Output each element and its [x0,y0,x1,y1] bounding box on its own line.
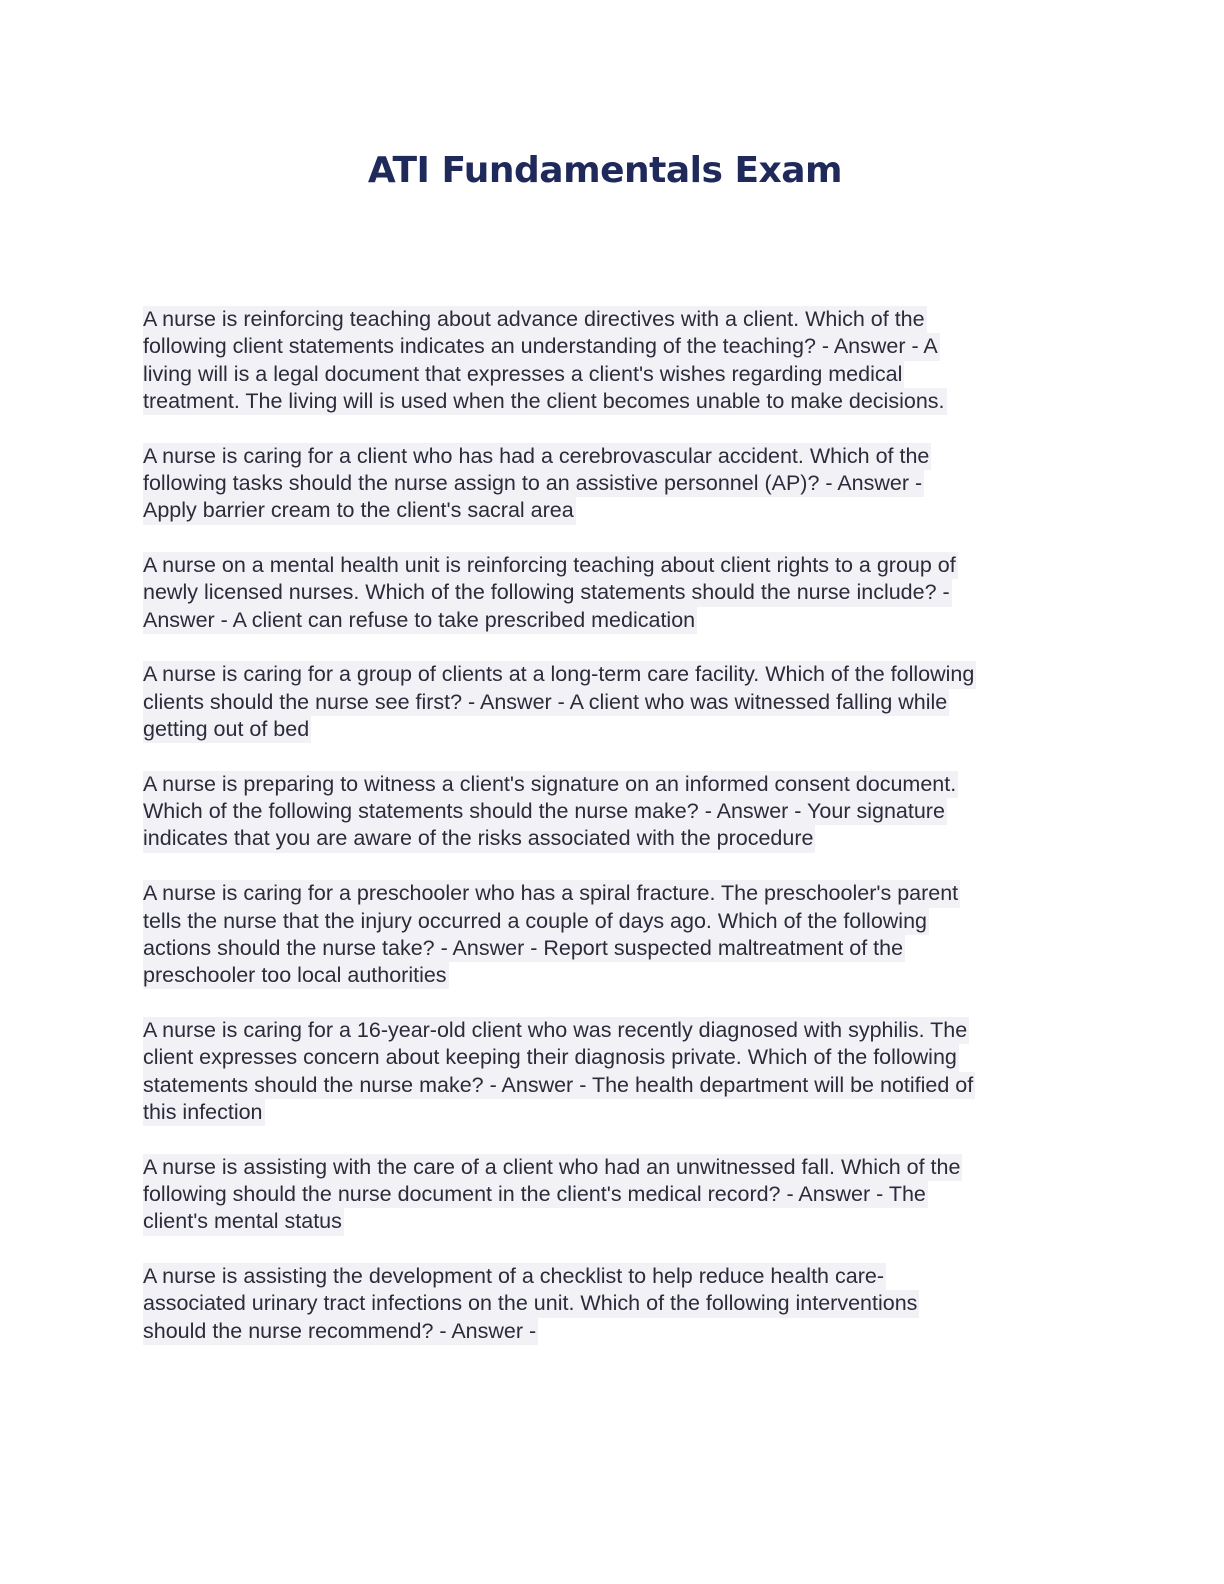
qa-item [143,1154,1083,1236]
qa-line: following tasks should the nurse assign to an assistive personnel (AP)? - Answer - [143,470,924,497]
qa-item [143,1263,1083,1345]
qa-line: client expresses concern about keeping their diagnosis private. Which of the following [143,1044,959,1071]
qa-line: A nurse is assisting the development of a checklist to help reduce health care- [143,1263,886,1290]
qa-line: A nurse on a mental health unit is reinforcing teaching about client rights to a group of [143,552,958,579]
qa-item [143,661,1083,743]
qa-line: newly licensed nurses. Which of the following statements should the nurse include? - [143,579,952,606]
qa-line: Which of the following statements should the nurse make? - Answer - Your signature [143,798,947,825]
qa-line: client's mental status [143,1208,344,1235]
qa-line: following should the nurse document in the client's medical record? - Answer - The [143,1181,928,1208]
qa-line: treatment. The living will is used when the client becomes unable to make decisions. [143,388,947,415]
qa-line: actions should the nurse take? - Answer - Report suspected maltreatment of the [143,935,905,962]
page-title: ATI Fundamentals Exam [367,150,843,191]
qa-line: living will is a legal document that expresses a client's wishes regarding medical [143,361,904,388]
qa-line: following client statements indicates an understanding of the teaching? - Answer - A [143,333,940,360]
qa-line: statements should the nurse make? - Answer - The health department will be notified of [143,1072,975,1099]
qa-item [143,443,1083,525]
qa-line: A nurse is assisting with the care of a client who had an unwitnessed fall. Which of the [143,1154,962,1181]
qa-line: preschooler too local authorities [143,962,449,989]
qa-line: A nurse is caring for a client who has had a cerebrovascular accident. Which of the [143,443,931,470]
qa-item [143,1017,1083,1126]
qa-item [143,771,1083,853]
qa-line: clients should the nurse see first? - Answer - A client who was witnessed falling while [143,689,949,716]
qa-line: A nurse is reinforcing teaching about advance directives with a client. Which of the [143,306,927,333]
qa-line: A nurse is preparing to witness a client's signature on an informed consent document. [143,771,958,798]
qa-line: getting out of bed [143,716,311,743]
qa-line: tells the nurse that the injury occurred a couple of days ago. Which of the following [143,908,929,935]
qa-list [143,306,1083,1372]
qa-line: associated urinary tract infections on the unit. Which of the following interventions [143,1290,919,1317]
qa-line: indicates that you are aware of the risks associated with the procedure [143,825,815,852]
qa-line: should the nurse recommend? - Answer - [143,1318,538,1345]
qa-item [143,306,1083,415]
qa-item [143,552,1083,634]
qa-line: A nurse is caring for a 16-year-old client who was recently diagnosed with syphilis. The [143,1017,969,1044]
qa-line: Answer - A client can refuse to take prescribed medication [143,607,697,634]
qa-line: Apply barrier cream to the client's sacral area [143,497,576,524]
qa-line: this infection [143,1099,265,1126]
qa-line: A nurse is caring for a group of clients at a long-term care facility. Which of the following [143,661,976,688]
qa-item [143,880,1083,989]
qa-line: A nurse is caring for a preschooler who has a spiral fracture. The preschooler's parent [143,880,960,907]
